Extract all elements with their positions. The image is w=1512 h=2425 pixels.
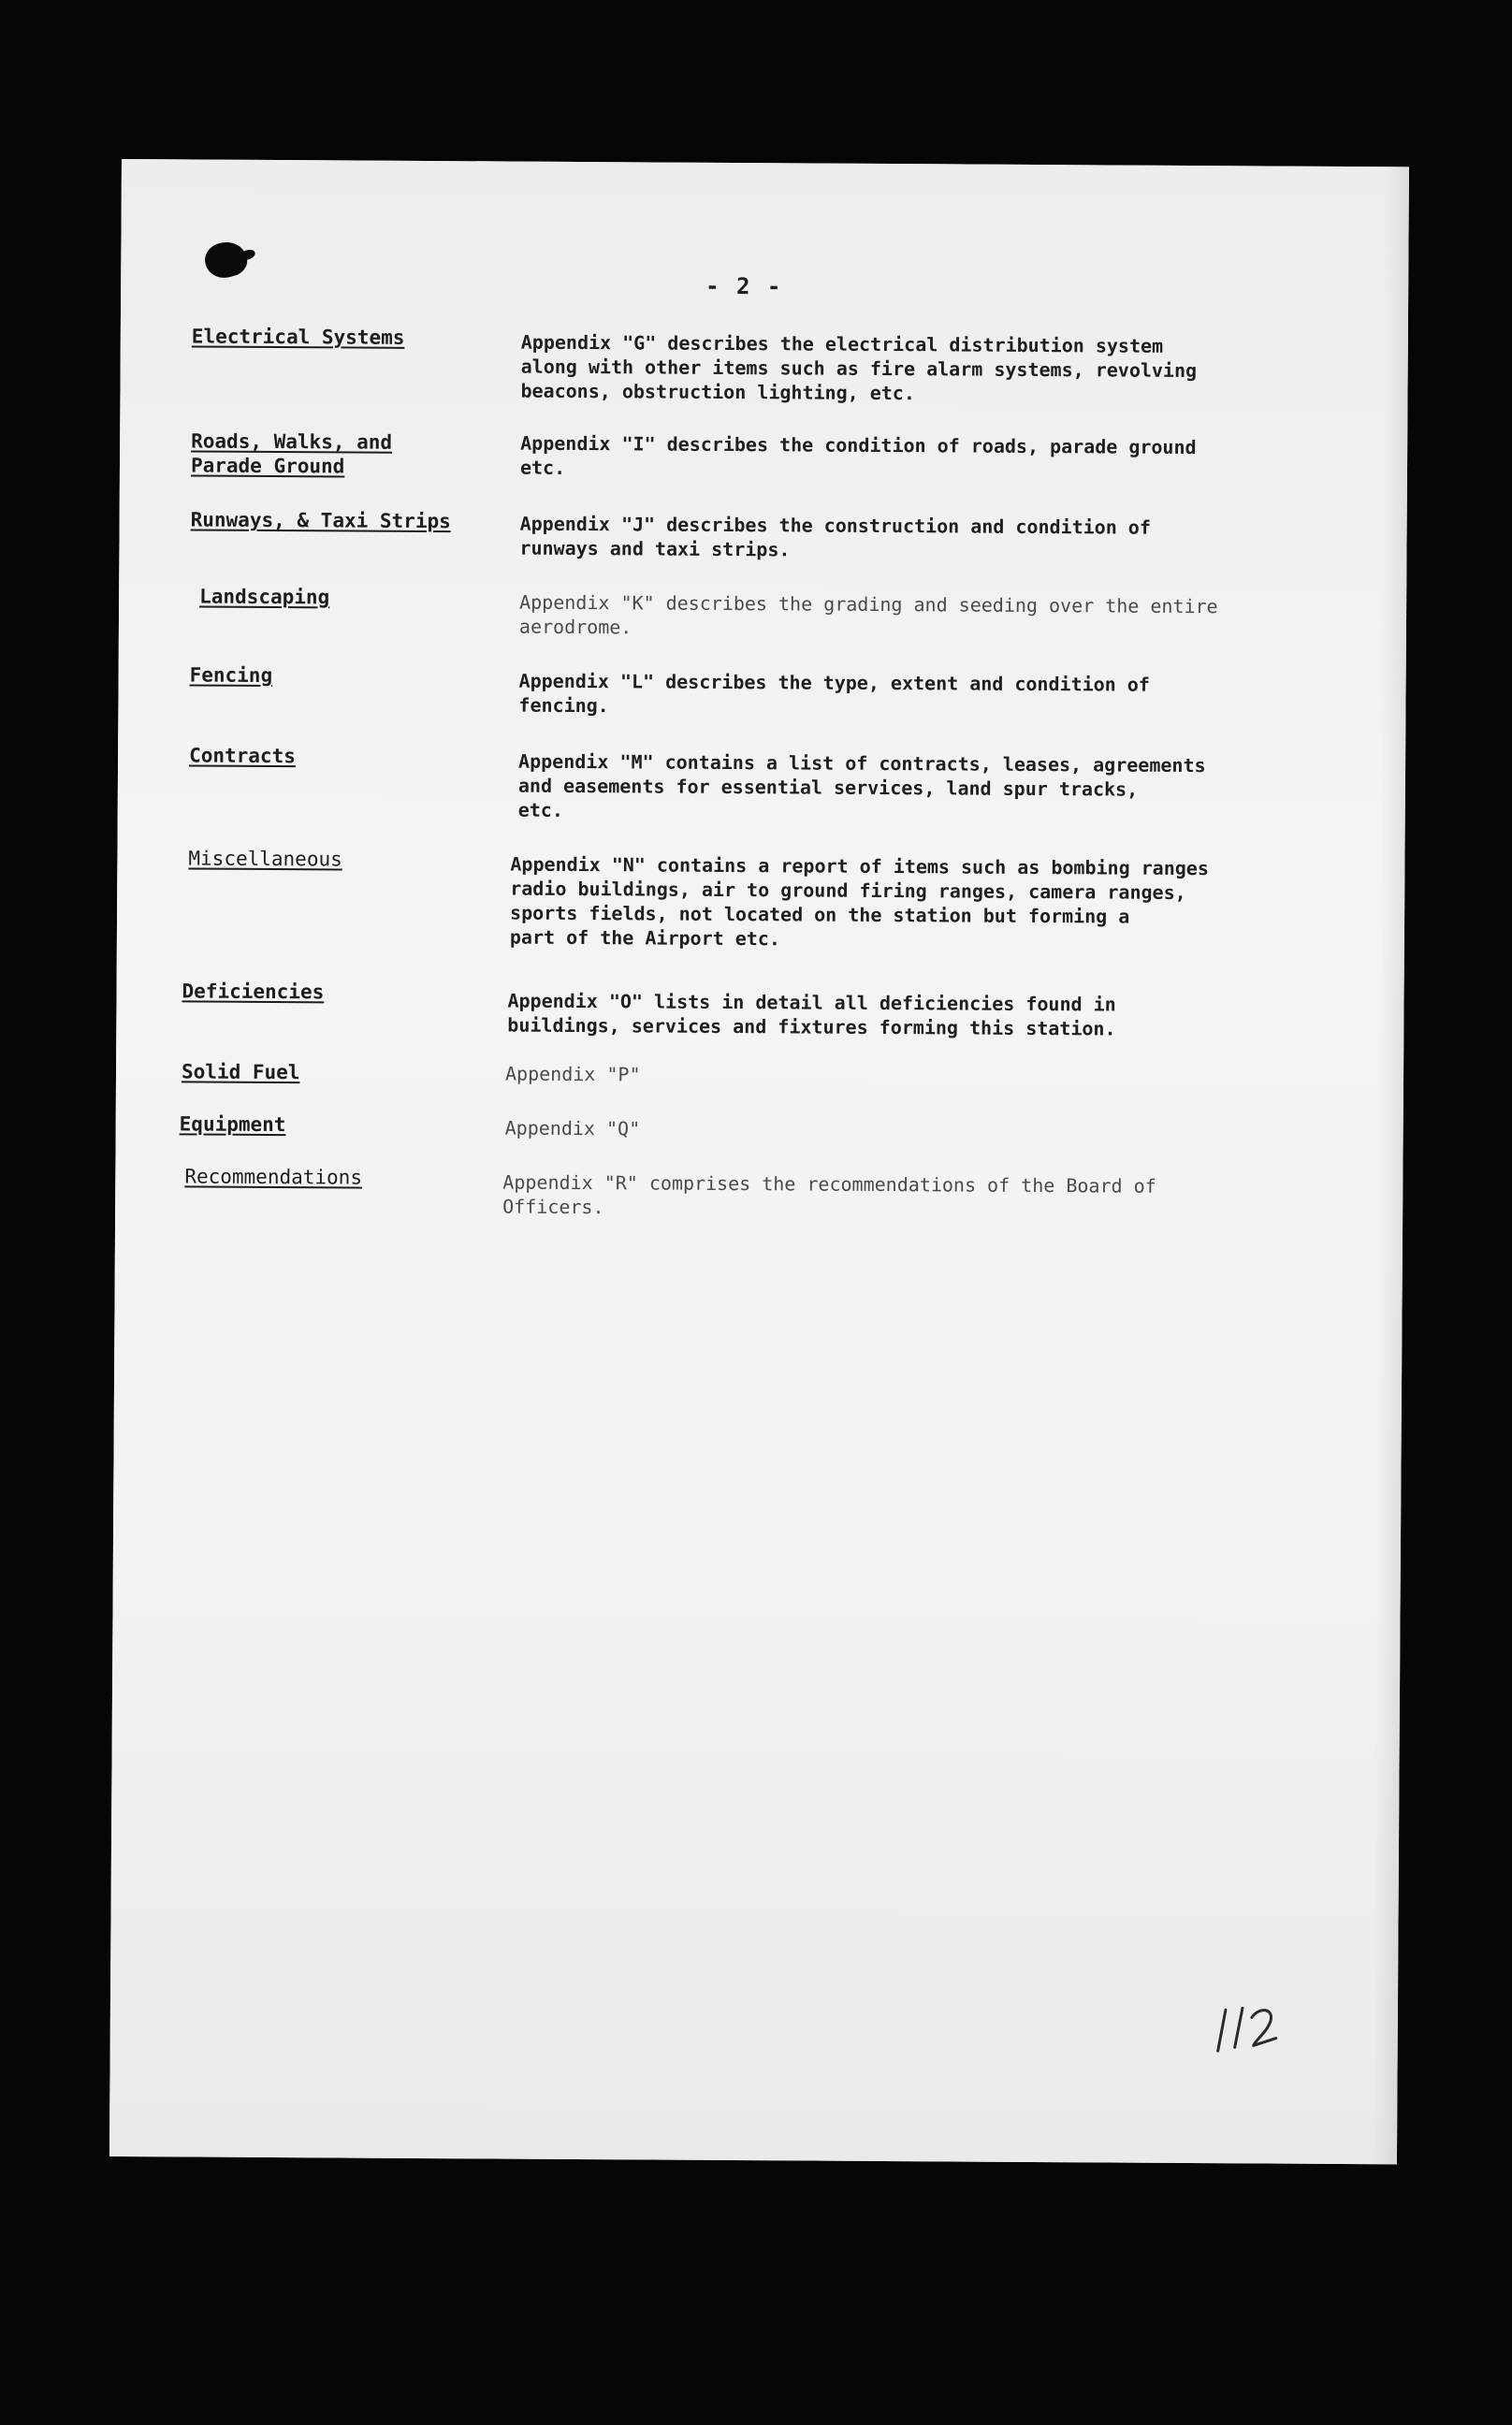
entry-heading: Miscellaneous [188,847,342,871]
entry-heading: Solid Fuel [181,1060,300,1084]
entry-description: Appendix "O" lists in detail all deficiencies found in buildings, services and fixtures forming this station. [507,989,1116,1040]
entry-heading: Deficiencies [182,980,325,1004]
page-number: - 2 - [705,272,783,300]
entry-description: Appendix "L" describes the type, extent and condition of fencing. [518,669,1150,718]
entry-landscaping [119,584,1406,639]
entry-contracts [118,743,1405,821]
entry-description: Appendix "G" describes the electrical distribution system along with other items such as fire alarm systems, revolving beacons, obstruction lighting, etc. [520,330,1198,405]
entry-description: Appendix "I" describes the condition of roads, parade ground etc. [519,431,1197,479]
entry-fencing [119,662,1406,718]
entry-electrical-systems [121,324,1408,405]
entry-miscellaneous [118,846,1405,951]
entry-heading: Fencing [189,663,273,687]
entry-description: Appendix "N" contains a report of items such as bombing ranges radio buildings, air to ground firing ranges, camera ranges, sports fields, not located on the station but forming a part of the Airport etc. [509,852,1210,951]
entry-heading: Runways, & Taxi Strips [190,508,451,533]
entry-description: Appendix "P" [504,1062,641,1086]
entry-equipment [116,1111,1403,1140]
entry-heading: Landscaping [199,585,330,609]
entry-heading: Roads, Walks, and Parade Ground [190,429,393,478]
entry-roads-walks [120,428,1407,479]
entry-heading: Electrical Systems [191,325,405,349]
punch-hole-mark [201,237,251,283]
entry-description: Appendix "M" contains a list of contracts, leases, agreements and easements for essential services, land spur tracks, etc. [517,749,1206,821]
paper-sheet [109,159,1409,2164]
entry-recommendations [115,1164,1403,1219]
entry-solid-fuel [116,1059,1403,1086]
entry-heading: Contracts [189,744,296,768]
entry-runways-taxi-strips [120,507,1407,561]
entry-description: Appendix "R" comprises the recommendations of the Board of Officers. [502,1170,1156,1219]
entry-description: Appendix "Q" [504,1116,641,1140]
paper-edge-shadow [1373,167,1409,2164]
entry-deficiencies [117,979,1404,1040]
entry-description: Appendix "K" describes the grading and seeding over the entire aerodrome. [518,590,1218,639]
entry-heading: Equipment [179,1112,286,1137]
entry-heading: Recommendations [184,1165,363,1189]
handwritten-number-112 [1205,1985,1289,2061]
entry-description: Appendix "J" describes the construction and condition of runways and taxi strips. [519,512,1151,561]
